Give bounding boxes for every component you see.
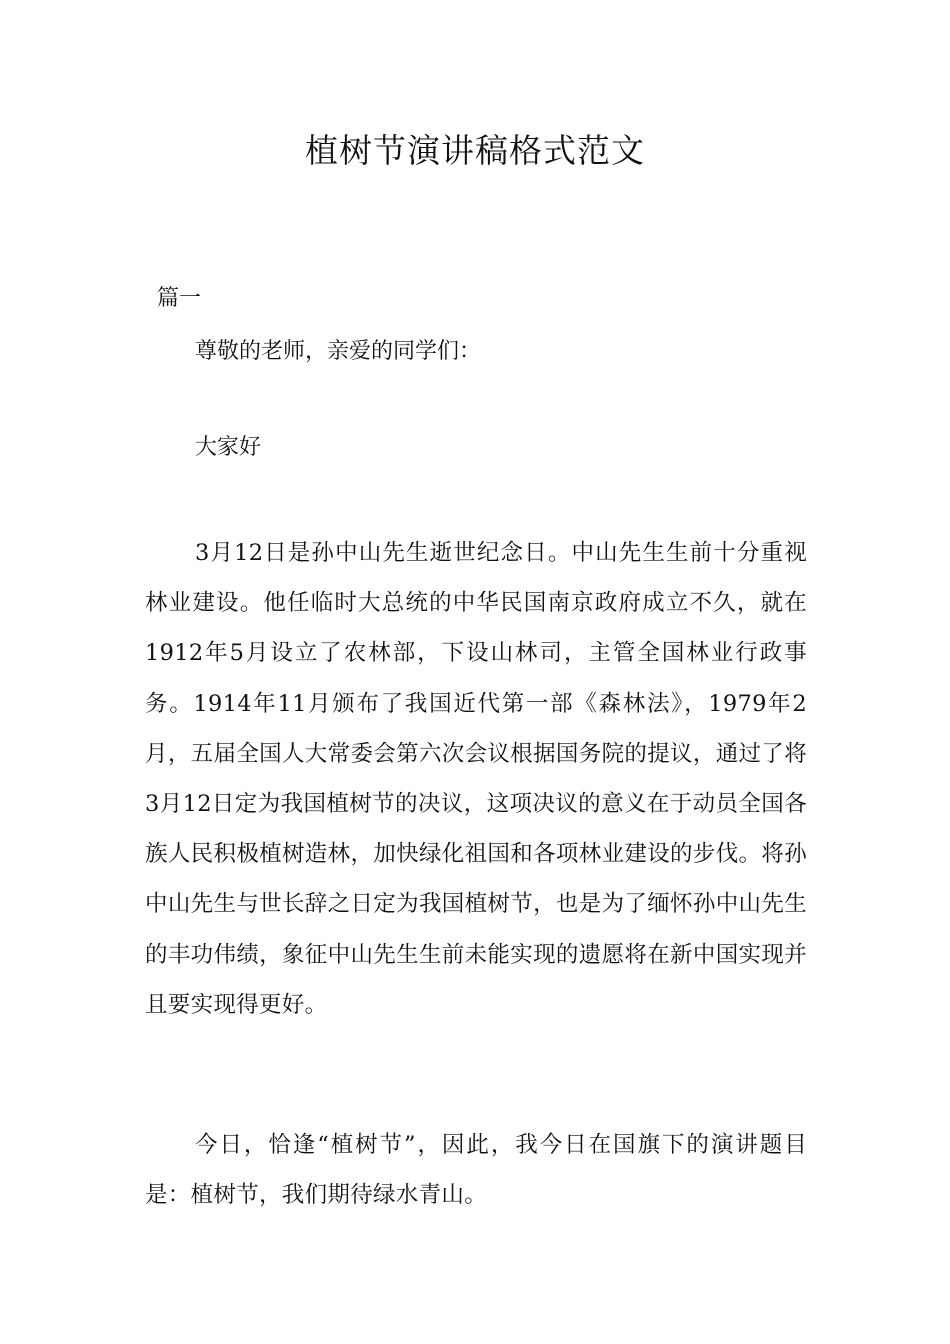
greeting: 大家好 [195,435,262,460]
section-label: 篇一 [157,286,202,311]
body-paragraph: 今日，恰逢“植树节”，因此，我今日在国旗下的演讲题目是：植树节，我们期待绿水青山。 [145,1132,807,1209]
body-paragraph: 3月12日是孙中山先生逝世纪念日。中山先生生前十分重视林业建设。他任临时大总统的中华民国南京政府成立不久，就在1912年5月设立了农林部，下设山林司，主管全国林业行政事务。1914年11月颁布了我国近代第一部《森林法》，1979年2月，五届全国人大常委会第六次会议根据国务院的提议，通过了将3月12日定为我国植树节的决议，这项决议的意义在于动员全国各族人民积极植树造林，加快绿化祖国和各项林业建设的步伐。将孙中山先生与世长辞之日定为我国植树节，也是为了缅怀孙中山先生的丰功伟绩，象征中山先生生前未能实现的遗愿将在新中国实现并且要实现得更好。 [145,540,807,1018]
salutation: 尊敬的老师，亲爱的同学们： [195,339,482,364]
document-title: 植树节演讲稿格式范文 [305,131,645,170]
